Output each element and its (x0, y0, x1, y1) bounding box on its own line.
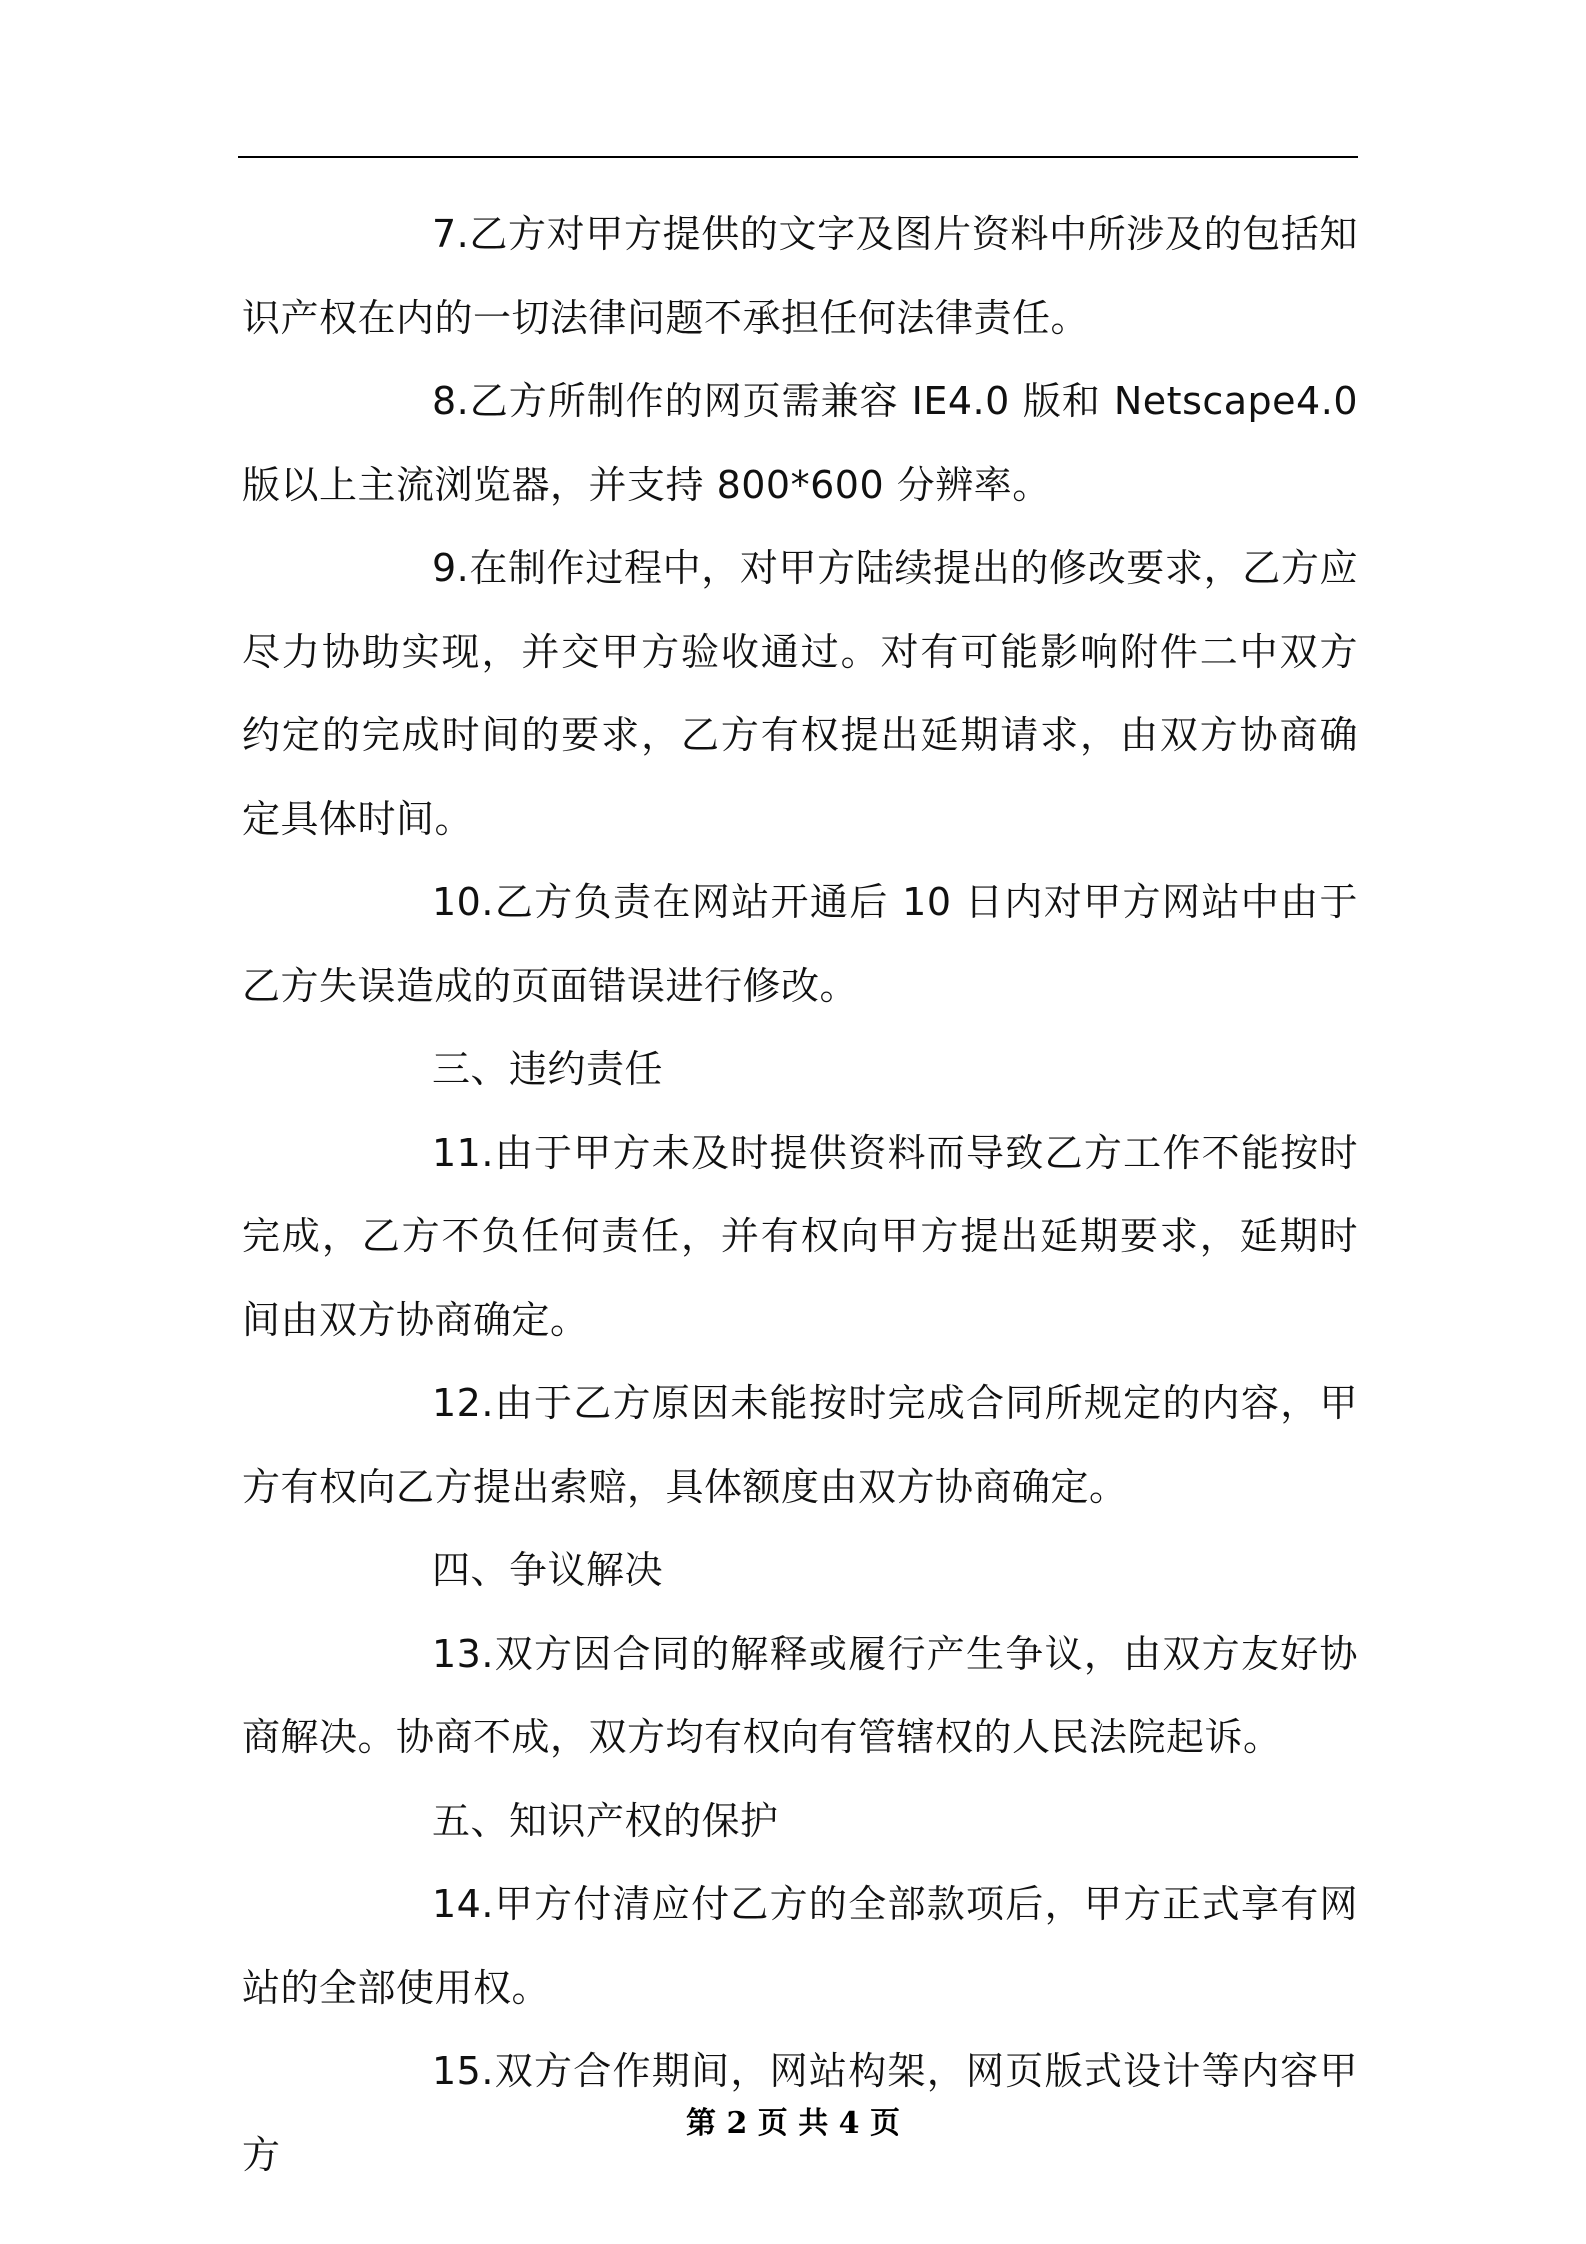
section-heading-ip: 五、知识产权的保护 (432, 1798, 779, 1843)
clause-11: 11.由于甲方未及时提供资料而导致乙方工作不能按时完成，乙方不负任何责任，并有权向甲方提出延期要求，延期时间由双方协商确定。 (242, 1130, 1358, 1342)
clause-13: 13.双方因合同的解释或履行产生争议，由双方友好协商解决。协商不成，双方均有权向有管辖权的人民法院起诉。 (242, 1631, 1358, 1759)
page-number-footer: 第 2 页 共 4 页 (686, 2106, 900, 2141)
document-body (242, 193, 1358, 2197)
section-heading-breach: 三、违约责任 (432, 1047, 664, 1091)
clause-10: 10.乙方负责在网站开通后 10 日内对甲方网站中由于乙方失误造成的页面错误进行修改。 (242, 880, 1358, 1008)
clause-15: 15.双方合作期间，网站构架，网页版式设计等内容甲方 (242, 2049, 1358, 2177)
clause-8: 8.乙方所制作的网页需兼容 IE4.0 版和 Netscape4.0 版以上主流浏览器，并支持 800*600 分辨率。 (242, 379, 1358, 507)
header-rule (238, 156, 1358, 158)
section-heading-dispute: 四、争议解决 (432, 1548, 664, 1592)
clause-9: 9.在制作过程中，对甲方陆续提出的修改要求，乙方应尽力协助实现，并交甲方验收通过。对有可能影响附件二中双方约定的完成时间的要求，乙方有权提出延期请求，由双方协商确定具体时间。 (242, 546, 1358, 841)
clause-12: 12.由于乙方原因未能按时完成合同所规定的内容，甲方有权向乙方提出索赔，具体额度由双方协商确定。 (242, 1381, 1358, 1509)
clause-14: 14.甲方付清应付乙方的全部款项后，甲方正式享有网站的全部使用权。 (242, 1882, 1358, 2010)
clause-7: 7.乙方对甲方提供的文字及图片资料中所涉及的包括知识产权在内的一切法律问题不承担任何法律责任。 (242, 212, 1358, 340)
